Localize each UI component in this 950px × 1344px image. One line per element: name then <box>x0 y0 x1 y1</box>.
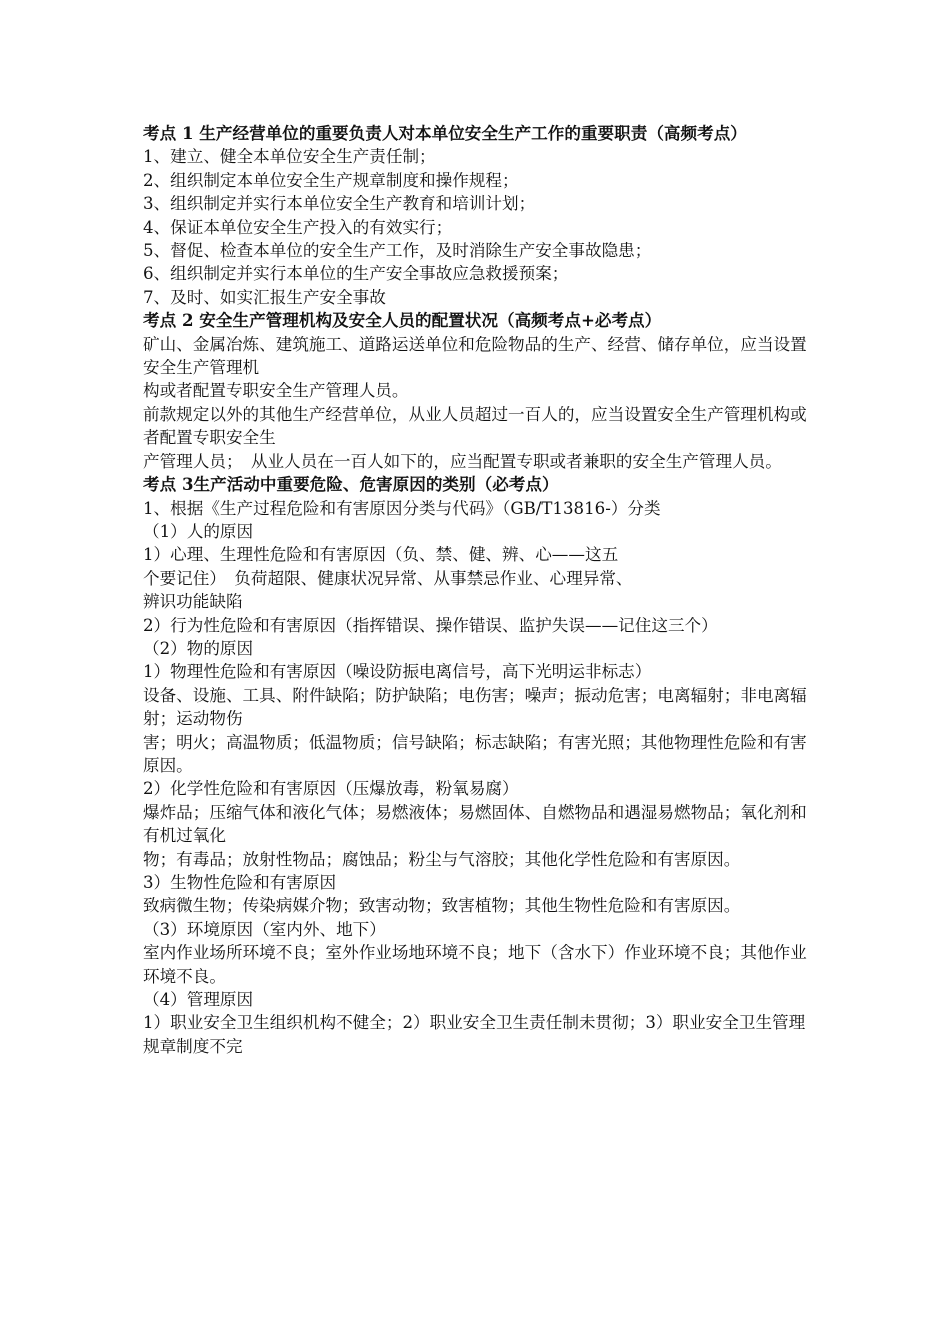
text-line: 3）生物性危险和有害原因 <box>143 873 337 892</box>
text-line: 害；明火；高温物质；低温物质；信号缺陷；标志缺陷；有害光照；其他物理性危险和有害原因。 <box>143 732 807 775</box>
text-line: 7、及时、如实汇报生产安全事故 <box>143 287 386 307</box>
text-line: 物；有毒品；放射性物品；腐蚀品；粉尘与气溶胶；其他化学性危险和有害原因。 <box>143 849 741 869</box>
text-line: 5、督促、检查本单位的安全生产工作，及时消除生产安全事故隐患； <box>143 241 652 261</box>
text-line: 1、根据《生产过程危险和有害原因分类与代码》（GB/T13816-）分类 <box>143 498 661 518</box>
text-line: 产管理人员； 从业人员在一百人如下的，应当配置专职或者兼职的安全生产管理人员。 <box>143 451 782 471</box>
heading-point-3: 考点 3生产活动中重要危险、危害原因的类别（必考点） <box>143 474 559 495</box>
text-line: （3）环境原因（室内外、地下） <box>143 919 386 939</box>
text-line: 个要记住） 负荷超限、健康状况异常、从事禁忌作业、心理异常、 <box>143 568 633 588</box>
text-line: 2）化学性危险和有害原因（压爆放毒，粉氧易腐） <box>143 779 519 799</box>
text-line: 致病微生物；传染病媒介物；致害动物；致害植物；其他生物性危险和有害原因。 <box>143 896 741 916</box>
text-line: 室内作业场所环境不良；室外作业场地环境不良；地下（含水下）作业环境不良；其他作业环境不良。 <box>143 943 807 986</box>
text-line: 构或者配置专职安全生产管理人员。 <box>143 381 409 401</box>
text-line: 辨识功能缺陷 <box>143 592 243 612</box>
text-line: 1、建立、健全本单位安全生产责任制； <box>143 147 436 167</box>
text-line: 设备、设施、工具、附件缺陷；防护缺陷；电伤害；噪声；振动危害；电离辐射；非电离辐射；运动物伤 <box>143 685 807 729</box>
heading-point-2: 考点 2 安全生产管理机构及安全人员的配置状况（高频考点+必考点） <box>143 310 662 331</box>
text-line: 爆炸品；压缩气体和液化气体；易燃液体；易燃固体、自燃物品和遇湿易燃物品；氧化剂和有机过氧化 <box>143 802 807 846</box>
text-line: 4、保证本单位安全生产投入的有效实行； <box>143 217 453 237</box>
text-line: 1）物理性危险和有害原因（噪设防振电离信号，高下光明运非标志） <box>143 662 652 682</box>
text-line: 2）行为性危险和有害原因（指挥错误、操作错误、监护失误——记住这三个） <box>143 615 718 635</box>
text-line: 前款规定以外的其他生产经营单位，从业人员超过一百人的，应当设置安全生产管理机构或者配置专职安全生 <box>143 404 807 448</box>
text-line: （4）管理原因 <box>143 990 254 1010</box>
document-body <box>143 122 808 1058</box>
text-line: 2、组织制定本单位安全生产规章制度和操作规程； <box>143 170 519 190</box>
text-line: 3、组织制定并实行本单位安全生产教育和培训计划； <box>143 194 536 214</box>
text-line: （2）物的原因 <box>143 638 254 658</box>
heading-point-1: 考点 1 生产经营单位的重要负责人对本单位安全生产工作的重要职责（高频考点） <box>143 123 747 143</box>
text-line: （1）人的原因 <box>143 521 254 541</box>
text-line: 6、组织制定并实行本单位的生产安全事故应急救援预案； <box>143 264 569 284</box>
text-line: 1）心理、生理性危险和有害原因（负、禁、健、辨、心——这五 <box>143 545 619 565</box>
text-line: 矿山、金属冶炼、建筑施工、道路运送单位和危险物品的生产、经营、储存单位，应当设置安全生产管理机 <box>143 334 807 378</box>
text-line: 1）职业安全卫生组织机构不健全；2）职业安全卫生责任制未贯彻；3）职业安全卫生管理规章制度不完 <box>143 1013 806 1056</box>
